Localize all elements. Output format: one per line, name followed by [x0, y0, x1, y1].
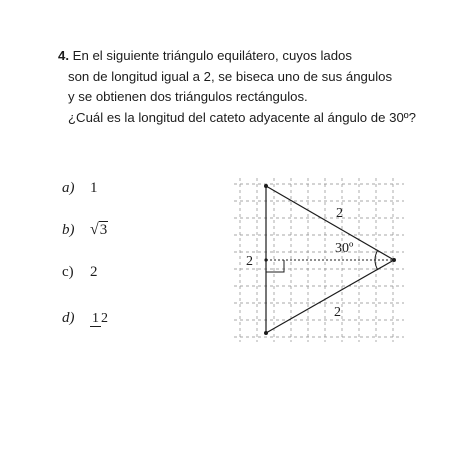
option-b-radicand: 3	[99, 222, 108, 238]
question-line-1: 4. En el siguiente triángulo equilátero, cuyos lados	[58, 48, 352, 63]
question-line-4: ¿Cuál es la longitud del cateto adyacente al ángulo de 30º?	[68, 109, 416, 125]
square-root-icon: √	[90, 221, 99, 238]
label-top-side: 2	[336, 206, 343, 221]
angle-arc	[375, 250, 378, 270]
question-line-2: son de longitud igual a 2, se biseca uno de sus ángulos	[68, 68, 393, 84]
question-number: 4.	[58, 48, 69, 63]
option-b-letter: b)	[62, 222, 75, 238]
label-left-side: 2	[246, 254, 253, 269]
option-d-denominator: 2	[101, 311, 108, 327]
option-a-letter: a)	[62, 180, 75, 196]
option-d-numerator: 1	[92, 311, 99, 327]
right-angle-mark	[266, 260, 284, 272]
label-bottom-side: 2	[334, 305, 341, 320]
option-c-value: 2	[90, 264, 98, 280]
question-line-3: y se obtienen dos triángulos rectángulos.	[68, 89, 308, 104]
option-c-letter: c)	[62, 264, 74, 280]
label-angle: 30º	[335, 241, 354, 256]
option-a-value: 1	[90, 180, 98, 196]
option-d-letter: d)	[62, 310, 75, 326]
